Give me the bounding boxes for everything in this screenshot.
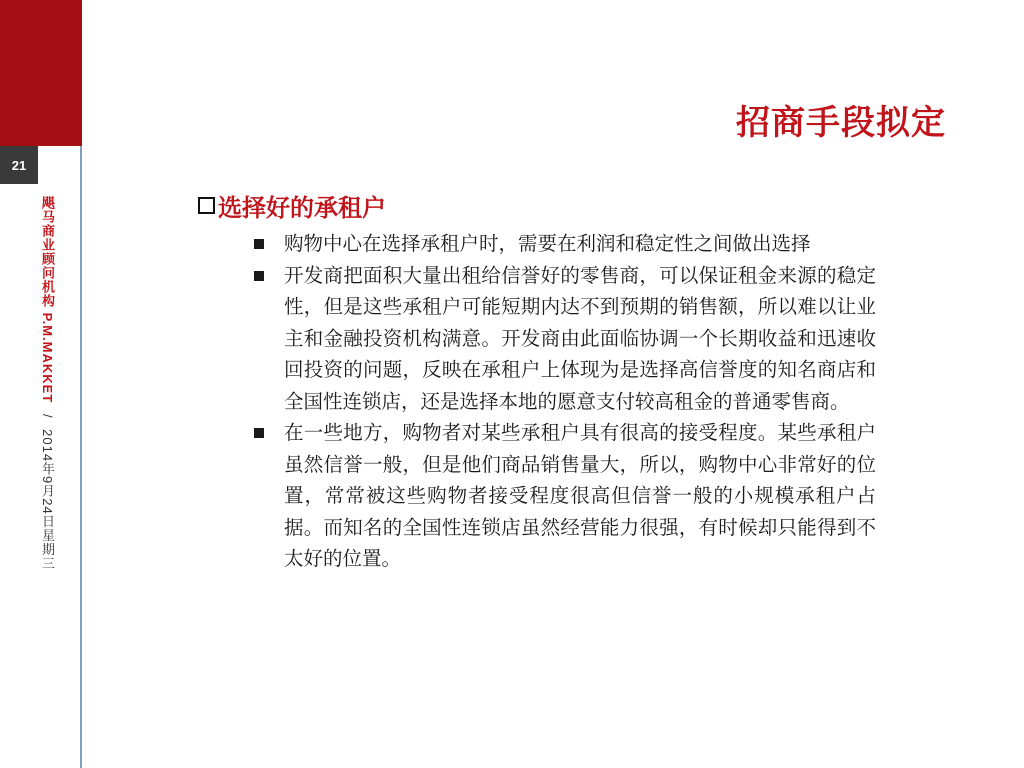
hollow-square-bullet-icon	[198, 197, 215, 214]
square-bullet-icon	[254, 271, 264, 281]
slide-title: 招商手段拟定	[736, 103, 946, 143]
vertical-footer	[41, 196, 54, 571]
bullet-item	[250, 260, 876, 418]
vertical-divider	[80, 146, 82, 768]
square-bullet-icon	[254, 428, 264, 438]
left-accent-bar	[0, 0, 82, 146]
section-heading-text: 选择好的承租户	[218, 193, 386, 222]
bullet-item	[250, 228, 876, 260]
footer-separator: /	[40, 413, 55, 419]
bullet-text: 开发商把面积大量出租给信誉好的零售商，可以保证租金来源的稳定性，但是这些承租户可能短期内达不到预期的销售额，所以难以让业主和金融投资机构满意。开发商由此面临协调一个长期收益和迅速收回投资的问题，反映在承租户上体现为是选择高信誉度的知名商店和全国性连锁店，还是选择本地的愿意支付较高租金的普通零售商。	[284, 263, 876, 413]
bullet-item	[250, 417, 876, 575]
bullet-list	[250, 228, 876, 575]
bullet-text: 在一些地方，购物者对某些承租户具有很高的接受程度。某些承租户虽然信誉一般，但是他们商品销售量大，所以，购物中心非常好的位置，常常被这些购物者接受程度很高但信誉一般的小规模承租户占据。而知名的全国性连锁店虽然经营能力很强，有时候却只能得到不太好的位置。	[284, 421, 876, 570]
footer-brand: 飓马商业顾问机构 P.M.MAKKET	[40, 196, 55, 404]
square-bullet-icon	[254, 239, 264, 249]
section-heading	[198, 188, 386, 223]
page-number-badge: 21	[0, 146, 38, 184]
bullet-text: 购物中心在选择承租户时，需要在利润和稳定性之间做出选择	[284, 232, 811, 255]
footer-date: 2014年9月24日星期三	[40, 429, 55, 571]
